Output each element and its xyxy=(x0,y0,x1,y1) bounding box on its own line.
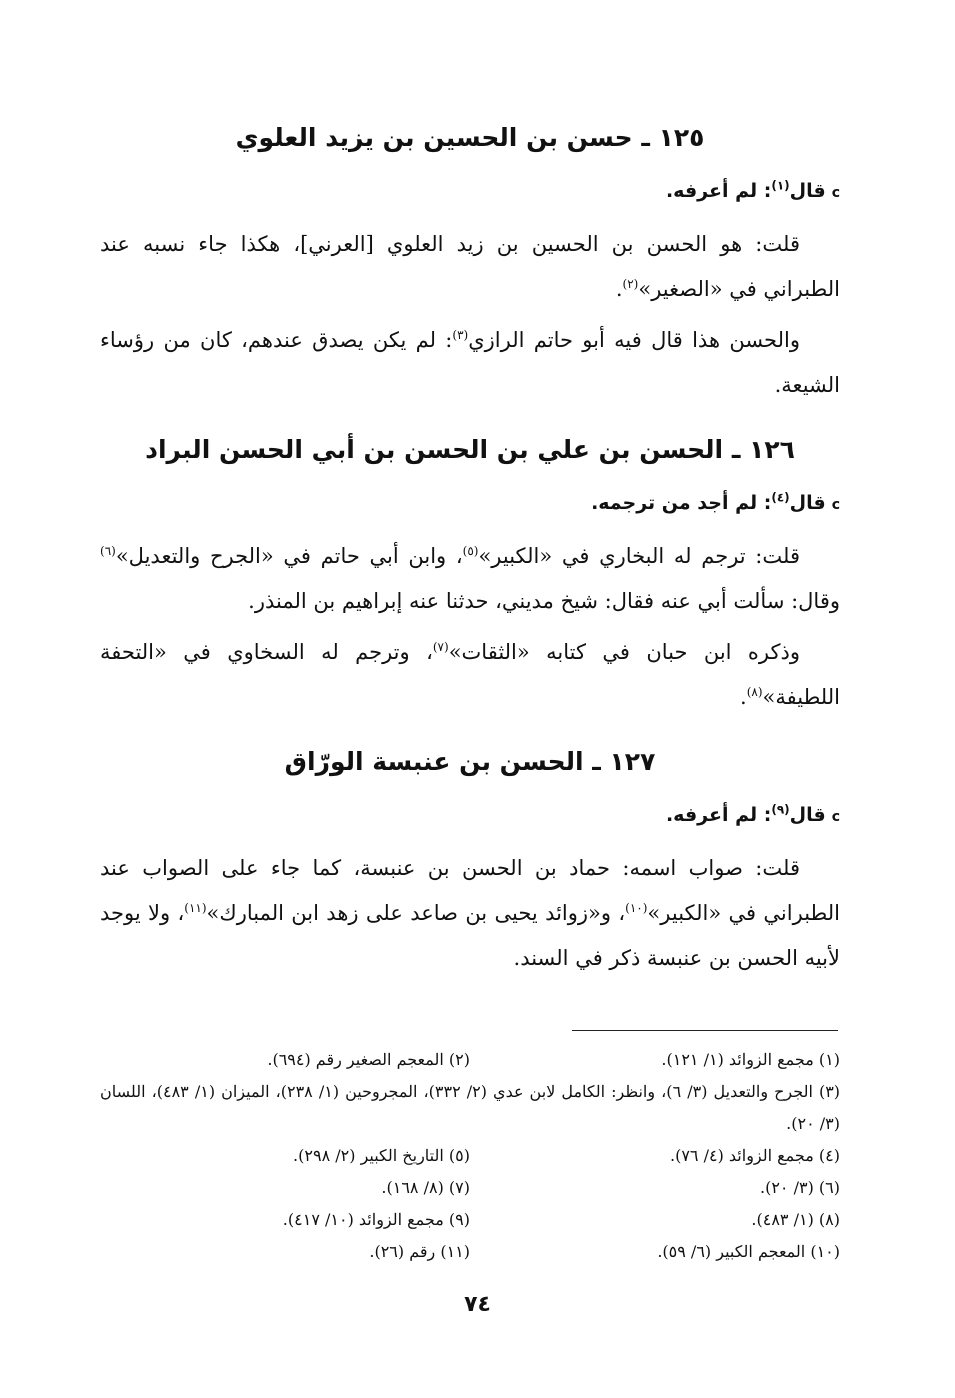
entry-heading: ١٢٦ ـ الحسن بن علي بن الحسن بن أبي الحسن البراد xyxy=(145,435,795,464)
page-body xyxy=(100,118,840,1003)
footnote-ref[interactable]: (٦) xyxy=(100,544,116,558)
footnote-11: (١١) رقم (٢٦). xyxy=(369,1242,470,1261)
footnote-row xyxy=(100,1172,840,1204)
footnote-7: (٧) (٨/ ١٦٨). xyxy=(381,1178,470,1197)
footnote-ref[interactable]: (٩) xyxy=(771,802,790,817)
footnote-ref[interactable]: (٨) xyxy=(746,685,763,699)
qal-line: cقال$^{(٩)}$: لم أعرفه. xyxy=(665,802,840,826)
footnote-3: (٣) الجرح والتعديل (٣/ ٦)، وانظر: الكامل لابن عدي (٢/ ٣٣٢)، المجروحين (١/ ٢٣٨)، الميزان (١/ ٤٨٣)، اللسان (٣/ ٢٠). xyxy=(100,1082,841,1133)
footnote-ref[interactable]: (٧) xyxy=(432,640,449,654)
footnote-6: (٦) (٣/ ٢٠). xyxy=(759,1178,840,1197)
footnote-ref[interactable]: (٥) xyxy=(462,544,479,558)
paragraph: قلت: ترجم له البخاري في «الكبير»$^{(٥)}$، وابن أبي حاتم في «الجرح والتعديل»$^{(٦)}$ وقال: سألت أبي عنه فقال: شيخ مديني، حدثنا عنه إبراهيم بن المنذر. xyxy=(100,544,840,613)
entry-heading: ١٢٥ ـ حسن بن الحسين بن يزيد العلوي xyxy=(235,123,705,152)
footnote-row xyxy=(100,1236,840,1268)
bullet-icon: c xyxy=(831,185,840,201)
footnote-9: (٩) مجمع الزوائد (١٠/ ٤١٧). xyxy=(282,1210,470,1229)
entry-127 xyxy=(100,742,840,981)
footnote-divider xyxy=(572,1030,838,1031)
bullet-icon: c xyxy=(831,497,840,513)
footnote-ref[interactable]: (٣) xyxy=(452,328,469,342)
footnote-ref[interactable]: (١٠) xyxy=(625,901,648,915)
footnote-row xyxy=(100,1140,840,1172)
paragraph: وذكره ابن حبان في كتابه «الثقات»$^{(٧)}$، وترجم له السخاوي في «التحفة اللطيفة»$^{(٨)}$. xyxy=(100,640,840,709)
entry-heading: ١٢٧ ـ الحسن بن عنبسة الورّاق xyxy=(284,747,656,776)
page-number: ٧٤ xyxy=(464,1292,491,1317)
footnote-ref[interactable]: (٢) xyxy=(622,277,639,291)
footnote-8: (٨) (١/ ٤٨٣). xyxy=(751,1210,840,1229)
paragraph: والحسن هذا قال فيه أبو حاتم الرازي$^{(٣)}$: لم يكن يصدق عندهم، كان من رؤساء الشيعة. xyxy=(100,328,840,397)
footnote-10: (١٠) المعجم الكبير (٦/ ٥٩). xyxy=(657,1242,840,1261)
bullet-icon: c xyxy=(831,809,840,825)
qal-line: cقال$^{(٤)}$: لم أجد من ترجمه. xyxy=(591,490,840,514)
footnote-1: (١) مجمع الزوائد (١/ ١٢١). xyxy=(661,1050,840,1069)
footnote-4: (٤) مجمع الزوائد (٤/ ٧٦). xyxy=(669,1146,840,1165)
paragraph: قلت: هو الحسن بن الحسين بن زيد العلوي [العرني]، هكذا جاء نسبه عند الطبراني في «الصغير»$^{(٢)}$. xyxy=(100,232,840,301)
entry-125 xyxy=(100,118,840,408)
footnote-ref[interactable]: (٤) xyxy=(771,490,790,505)
footnotes xyxy=(100,1044,840,1268)
qal-line: cقال$^{(١)}$: لم أعرفه. xyxy=(665,178,840,202)
footnote-row xyxy=(100,1044,840,1076)
footnote-2: (٢) المعجم الصغير رقم (٦٩٤). xyxy=(267,1050,470,1069)
footnote-row xyxy=(100,1204,840,1236)
paragraph: قلت: صواب اسمه: حماد بن الحسن بن عنبسة، كما جاء على الصواب عند الطبراني في «الكبير»$^{(١٠)}$، و«زوائد يحيى بن صاعد على زهد ابن المبارك»$^{(١١)}$، ولا يوجد لأبيه الحسن بن عنبسة ذكر في السند. xyxy=(100,856,840,970)
footnote-ref[interactable]: (١) xyxy=(771,178,790,193)
entry-126 xyxy=(100,430,840,720)
footnote-5: (٥) التاريخ الكبير (٢/ ٢٩٨). xyxy=(293,1146,470,1165)
footnote-ref[interactable]: (١١) xyxy=(184,901,207,915)
